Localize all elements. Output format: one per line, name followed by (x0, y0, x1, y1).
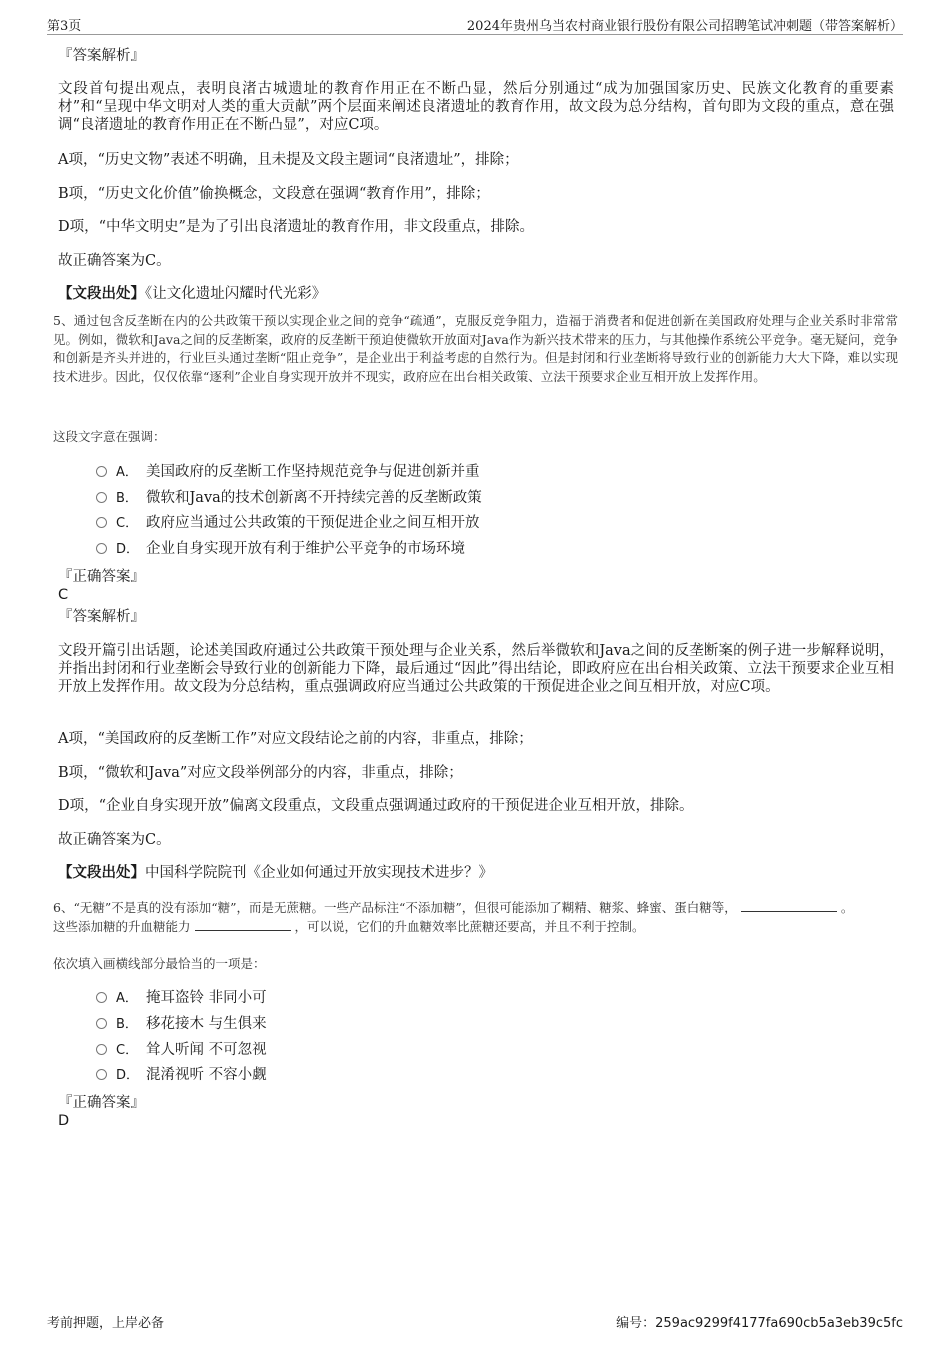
option-letter: C． (116, 516, 139, 531)
q5-conclusion: 故正确答案为C。 (58, 832, 171, 848)
radio-icon[interactable] (96, 517, 107, 528)
q6-prompt: 依次填入画横线部分最恰当的一项是： (53, 956, 266, 971)
option-letter: B． (116, 1017, 138, 1032)
option-text: 移花接木 与生俱来 (146, 1016, 267, 1032)
option-text: 掩耳盗铃 非同小可 (146, 990, 267, 1006)
q4-source-text: 《让文化遗址闪耀时代光彩》 (145, 286, 327, 302)
q5-analysis-option-a: A项，“美国政府的反垄断工作”对应文段结论之前的内容，非重点，排除； (58, 731, 533, 747)
page-header (47, 14, 903, 35)
q5-source (58, 864, 894, 882)
option-text: 微软和Java的技术创新离不开持续完善的反垄断政策 (146, 490, 482, 506)
q5-prompt: 这段文字意在强调： (53, 429, 166, 444)
q4-analysis-paragraph: 文段首句提出观点，表明良渚古城遗址的教育作用正在不断凸显，然后分别通过“成为加强国家历史、民族文化教育的重要素材”和“呈现中华文明对人类的重大贡献”两个层面来阐述良渚遗址的教育作用，故文段为总分结构，首句即为文段的重点，意在强调“良渚遗址的教育作用正在不断凸显”，对应C项。 (58, 81, 894, 133)
q5-analysis-option-d: D项，“企业自身实现开放”偏离文段重点，文段重点强调通过政府的干预促进企业互相开放，排除。 (58, 798, 694, 814)
option-text: 企业自身实现开放有利于维护公平竞争的市场环境 (146, 541, 465, 557)
radio-icon[interactable] (96, 1069, 107, 1080)
q5-option-b[interactable] (96, 489, 482, 508)
footer-id-label: 编号： (616, 1316, 656, 1331)
q6-blank-1 (741, 899, 837, 912)
q5-option-d[interactable] (96, 540, 465, 559)
option-letter: D． (116, 1068, 140, 1083)
q5-option-c[interactable] (96, 514, 480, 533)
q5-source-label: 【文段出处】 (58, 864, 145, 881)
q5-analysis-paragraph: 文段开篇引出话题，论述美国政府通过公共政策干预处理与企业关系，然后举微软和Java之间的反垄断案的例子进一步解释说明，并指出封闭和行业垄断会导致行业的创新能力下降，最后通过“因此”得出结论，即政府应在出台相关政策、立法干预要求企业互相开放上发挥作用。故文段为分总结构，重点强调政府应当通过公共政策的干预促进企业之间互相开放，对应C项。 (58, 643, 894, 695)
q6-option-b[interactable] (96, 1015, 267, 1034)
radio-icon[interactable] (96, 992, 107, 1003)
q4-analysis-option-b: B项，“历史文化价值”偷换概念，文段意在强调“教育作用”，排除； (58, 186, 490, 202)
radio-icon[interactable] (96, 1044, 107, 1055)
q6-answer-label: 『正确答案』 (58, 1095, 145, 1111)
footer-id-code: 259ac9299f4177fa690cb5a3eb39c5fc (655, 1316, 903, 1331)
option-letter: A． (116, 465, 138, 480)
option-text: 耸人听闻 不可忽视 (146, 1042, 267, 1058)
option-letter: D． (116, 542, 140, 557)
option-text: 混淆视听 不容小觑 (146, 1067, 267, 1083)
q5-answer-label: 『正确答案』 (58, 569, 145, 585)
q4-analysis-option-d: D项，“中华文明史”是为了引出良渚遗址的教育作用，非文段重点，排除。 (58, 219, 534, 235)
option-letter: A． (116, 991, 138, 1006)
q5-question-text: 5、通过包含反垄断在内的公共政策干预以实现企业之间的竞争“疏通”，克服反竞争阻力，造福于消费者和促进创新在美国政府处理与企业关系时非常常见。例如，微软和Java之间的反垄断案，政府的反垄断干预迫使微软开放面对Java作为新兴技术带来的压力，与其他操作系统公平竞争。毫无疑问，竞争和创新是齐头并进的，行业巨头通过垄断“阻止竞争”，是企业出于利益考虑的自然行为。但是封闭和行业垄断将导致行业的创新能力大大下降，难以实现技术进步。因此，仅仅依靠“逐利”企业自身实现开放并不现实，政府应在出台相关政策、立法干预要求企业互相开放上发挥作用。 (53, 313, 898, 384)
q5-source-text: 中国科学院院刊《企业如何通过开放实现技术进步？》 (145, 865, 493, 881)
q5-analysis-option-b: B项，“微软和Java”对应文段举例部分的内容，非重点，排除； (58, 765, 463, 781)
option-text: 政府应当通过公共政策的干预促进企业之间互相开放 (146, 515, 480, 531)
q6-question-text (53, 899, 898, 936)
option-text: 美国政府的反垄断工作坚持规范竞争与促进创新并重 (146, 464, 480, 480)
q4-analysis-label: 『答案解析』 (58, 48, 145, 64)
q6-text-part2: 。 (840, 900, 854, 915)
q6-option-a[interactable] (96, 989, 267, 1008)
q6-option-d[interactable] (96, 1066, 267, 1085)
q4-source (58, 285, 894, 303)
q4-source-label: 【文段出处】 (58, 285, 145, 302)
footer-slogan: 考前押题，上岸必备 (47, 1316, 165, 1331)
q5-option-a[interactable] (96, 463, 480, 482)
radio-icon[interactable] (96, 1018, 107, 1029)
q6-text-part1: 6、“无糖”不是真的没有添加“糖”，而是无蔗糖。一些产品标注“不添加糖”，但很可能添加了糊精、糖浆、蜂蜜、蛋白糖等， (53, 900, 737, 915)
radio-icon[interactable] (96, 466, 107, 477)
page-number: 第3页 (47, 19, 82, 34)
q6-blank-2 (195, 918, 291, 931)
q4-conclusion: 故正确答案为C。 (58, 253, 171, 269)
document-title: 2024年贵州乌当农村商业银行股份有限公司招聘笔试冲刺题（带答案解析） (466, 19, 903, 34)
option-letter: C． (116, 1043, 139, 1058)
q5-answer: C (58, 587, 69, 603)
footer-id (616, 1312, 903, 1331)
radio-icon[interactable] (96, 492, 107, 503)
q6-answer: D (58, 1113, 70, 1129)
radio-icon[interactable] (96, 543, 107, 554)
q4-analysis-option-a: A项，“历史文物”表述不明确，且未提及文段主题词“良渚遗址”，排除； (58, 152, 519, 168)
q5-analysis-label: 『答案解析』 (58, 609, 145, 625)
option-letter: B． (116, 491, 138, 506)
q6-text-part3: 这些添加糖的升血糖能力 (53, 918, 191, 934)
q6-text-part4: ，可以说，它们的升血糖效率比蔗糖还要高，并且不利于控制。 (294, 918, 645, 934)
q6-option-c[interactable] (96, 1041, 267, 1060)
